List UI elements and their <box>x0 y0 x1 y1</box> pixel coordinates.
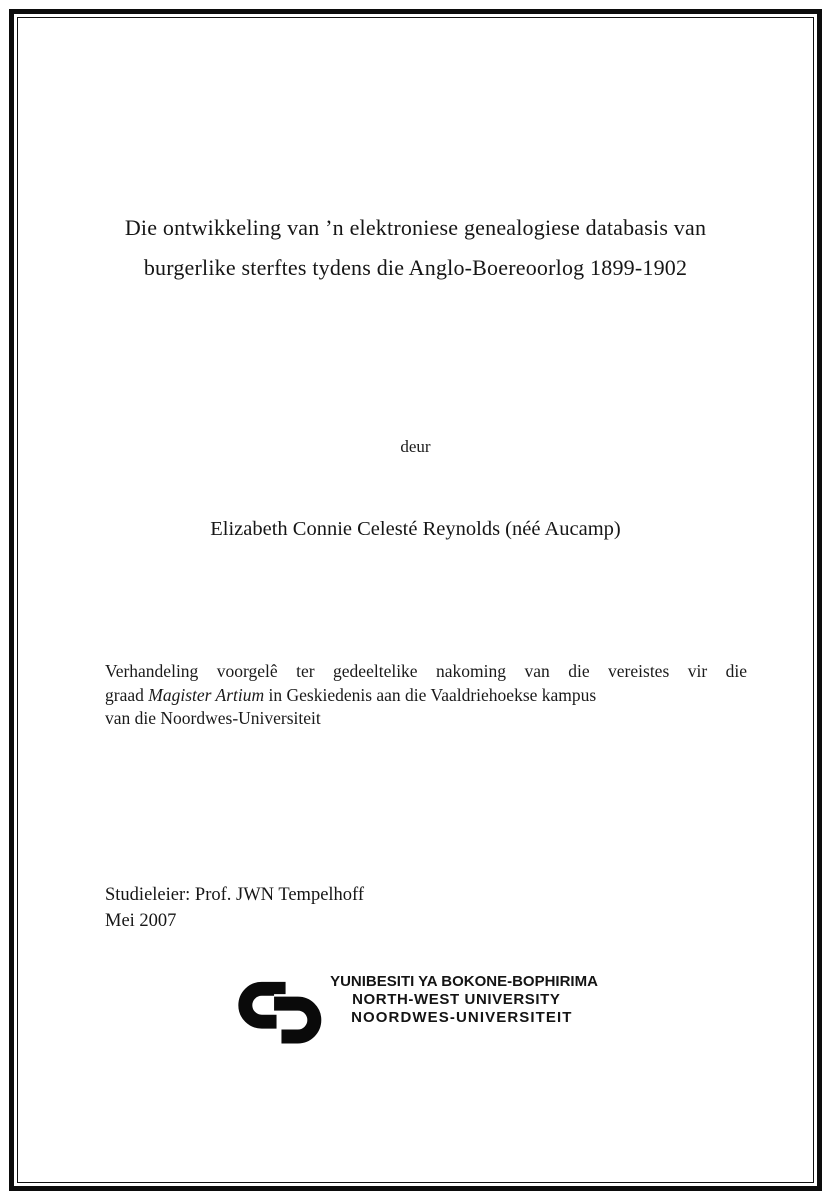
thesis-title-line1: Die ontwikkeling van ’n elektroniese genealogiese databasis van <box>124 215 707 240</box>
university-logo-text <box>330 969 598 1027</box>
date-line: Mei 2007 <box>105 910 177 931</box>
university-logo <box>0 969 831 1053</box>
logo-line-english: NORTH-WEST UNIVERSITY <box>352 991 561 1008</box>
degree-statement-line2-post: in Geskiedenis aan die Vaaldriehoekse kampus <box>264 684 597 705</box>
byline-label: deur <box>400 437 431 456</box>
degree-statement-line3: van die Noordwes-Universiteit <box>105 708 321 728</box>
logo-line-setswana: YUNIBESITI YA BOKONE-BOPHIRIMA <box>330 973 598 990</box>
degree-statement-line2-pre: graad <box>105 684 149 705</box>
thesis-title <box>30 208 801 288</box>
supervisor-line: Studieleier: Prof. JWN Tempelhoff <box>105 885 365 905</box>
degree-statement-line1: Verhandeling voorgelê ter gedeeltelike nakoming van die vereistes vir die <box>105 661 747 681</box>
degree-statement <box>105 660 747 731</box>
degree-statement-line2 <box>105 684 747 708</box>
thesis-title-line2: burgerlike sterftes tydens die Anglo-Boereoorlog 1899-1902 <box>143 255 688 280</box>
author-name: Elizabeth Connie Celesté Reynolds (néé Aucamp) <box>210 518 621 540</box>
logo-line-afrikaans: NOORDWES-UNIVERSITEIT <box>351 1009 573 1026</box>
nwu-interlocking-links-icon <box>233 969 325 1053</box>
degree-name-italic: Magister Artium <box>148 684 265 705</box>
supervisor-block <box>105 883 364 934</box>
